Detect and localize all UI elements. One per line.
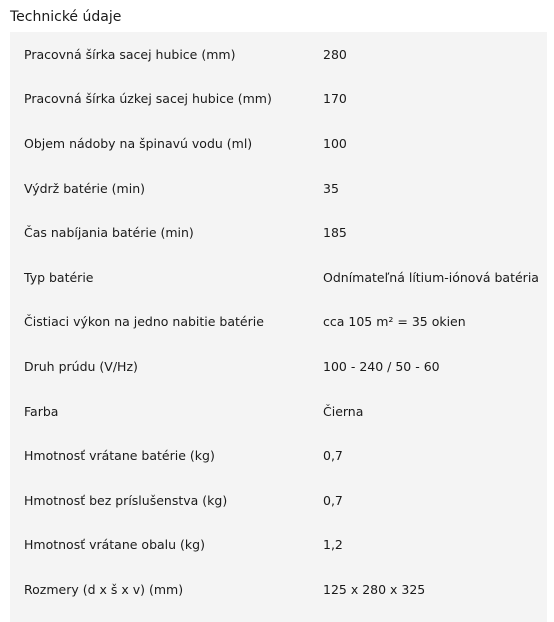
spec-value: 0,7 [323, 492, 343, 508]
spec-row [10, 121, 547, 166]
spec-value: Čierna [323, 403, 364, 419]
spec-label: Pracovná šírka úzkej sacej hubice (mm) [24, 91, 272, 107]
spec-value: 125 x 280 x 325 [323, 581, 426, 597]
spec-label: Výdrž batérie (min) [24, 180, 146, 196]
spec-row [10, 77, 547, 122]
spec-label: Pracovná šírka sacej hubice (mm) [24, 46, 236, 62]
spec-value: 35 [323, 180, 339, 196]
spec-label: Farba [24, 403, 59, 419]
spec-label: Druh prúdu (V/Hz) [24, 358, 138, 374]
spec-table [10, 32, 547, 622]
spec-value: 100 - 240 / 50 - 60 [323, 358, 440, 374]
section-title: Technické údaje [10, 9, 122, 25]
spec-row [10, 166, 547, 211]
spec-value: Odnímateľná lítium-iónová batéria [323, 269, 539, 285]
spec-label: Typ batérie [24, 269, 94, 285]
spec-label: Hmotnosť bez príslušenstva (kg) [24, 492, 228, 508]
spec-row [10, 344, 547, 389]
spec-value: 1,2 [323, 537, 343, 553]
spec-row [10, 389, 547, 434]
spec-row [10, 478, 547, 523]
spec-label: Čistiaci výkon na jedno nabitie batérie [24, 314, 264, 330]
spec-value: cca 105 m² = 35 okien [323, 314, 466, 330]
spec-value: 170 [323, 91, 347, 107]
spec-row [10, 567, 547, 612]
spec-label: Čas nabíjania batérie (min) [24, 225, 194, 241]
spec-row [10, 300, 547, 345]
spec-row [10, 523, 547, 568]
spec-label: Objem nádoby na špinavú vodu (ml) [24, 135, 253, 151]
table-bottom-padding [10, 612, 547, 622]
spec-value: 185 [323, 225, 347, 241]
spec-value: 100 [323, 135, 347, 151]
spec-row [10, 433, 547, 478]
spec-label: Hmotnosť vrátane batérie (kg) [24, 448, 215, 464]
spec-label: Hmotnosť vrátane obalu (kg) [24, 537, 205, 553]
spec-label: Rozmery (d x š x v) (mm) [24, 581, 184, 597]
spec-row [10, 255, 547, 300]
spec-row [10, 32, 547, 77]
spec-value: 0,7 [323, 448, 343, 464]
spec-row [10, 210, 547, 255]
spec-value: 280 [323, 46, 347, 62]
